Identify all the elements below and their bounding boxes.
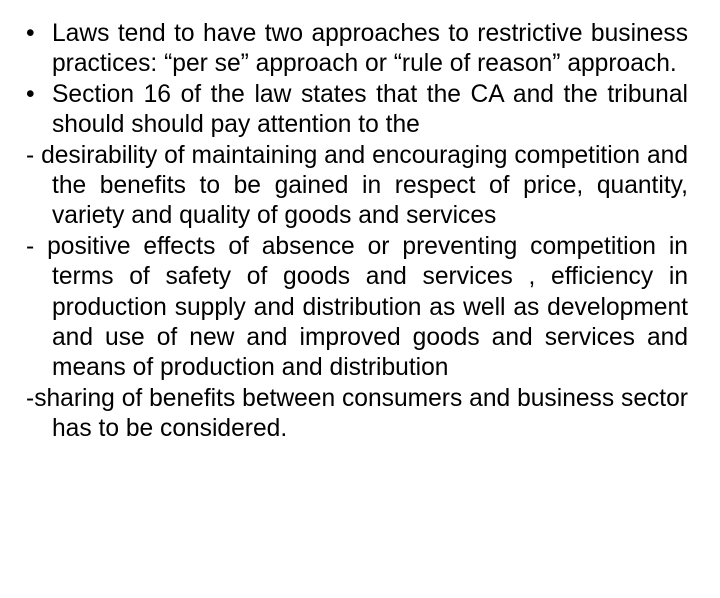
- slide-body: [26, 19, 688, 445]
- dash-text: positive effects of absence or preventing competition in terms of safety of goods and services , efficiency in production supply and distribution as well as development and use of new and improved goods and services and means of production and distribution: [34, 232, 688, 382]
- bullet-text: Section 16 of the law states that the CA and the tribunal should should pay attention to the: [52, 80, 688, 139]
- dash-marker: -: [26, 141, 35, 169]
- bullet-marker: •: [26, 80, 35, 108]
- dash-item-desirability: [26, 141, 688, 232]
- dash-item-positive-effects: [26, 232, 688, 384]
- bullet-approaches: [26, 19, 688, 80]
- dash-text: desirability of maintaining and encouraging competition and the benefits to be gained in respect of price, quantity, variety and quality of goods and services: [34, 141, 688, 230]
- bullet-marker: •: [26, 20, 35, 47]
- dash-item-sharing-benefits: [26, 384, 688, 445]
- bullet-section-16: [26, 80, 688, 141]
- bullet-text: Laws tend to have two approaches to restrictive business practices: “per se” approach or “rule of reason” approach.: [52, 20, 688, 78]
- dash-marker: -: [26, 384, 35, 412]
- dash-marker: -: [26, 232, 35, 260]
- dash-text: sharing of benefits between consumers and business sector has to be considered.: [34, 384, 688, 443]
